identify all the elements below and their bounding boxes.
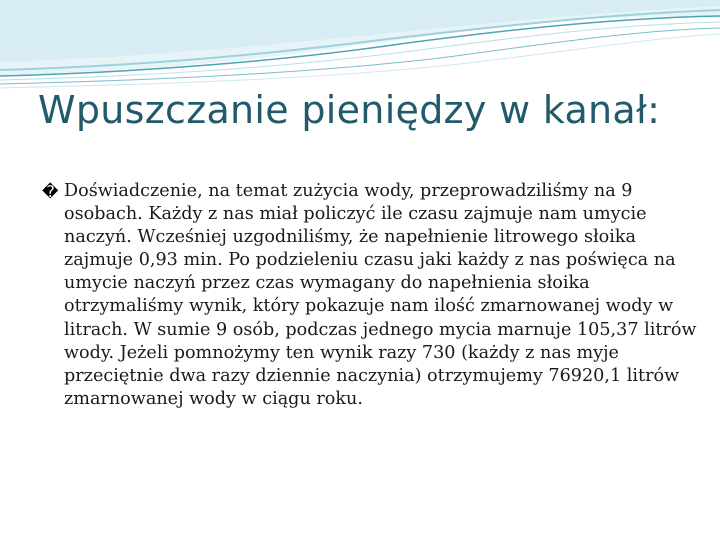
body-text-block bbox=[42, 180, 697, 411]
bullet-icon: � bbox=[42, 182, 59, 201]
decorative-wave-header bbox=[0, 0, 720, 90]
slide-title: Wpuszczanie pieniędzy w kanał: bbox=[38, 88, 661, 132]
paragraph: Doświadczenie, na temat zużycia wody, przeprowadziliśmy na 9 osobach. Każdy z nas miał policzyć ile czasu zajmuje nam umycie naczyń. Wcześniej uzgodniliśmy, że napełnienie litrowego słoika zajmuje 0,93 min. Po podzieleniu czasu jaki każdy z nas poświęca na umycie naczyń przez czas wymagany do napełnienia słoika otrzymaliśmy wynik, który pokazuje nam ilość zmarnowanej wody w litrach. W sumie 9 osób, podczas jednego mycia marnuje 105,37 litrów wody. Jeżeli pomnożymy ten wynik razy 730 (każdy z nas myje przeciętnie dwa razy dziennie naczynia) otrzymujemy 76920,1 litrów zmarnowanej wody w ciągu roku. bbox=[64, 181, 697, 409]
